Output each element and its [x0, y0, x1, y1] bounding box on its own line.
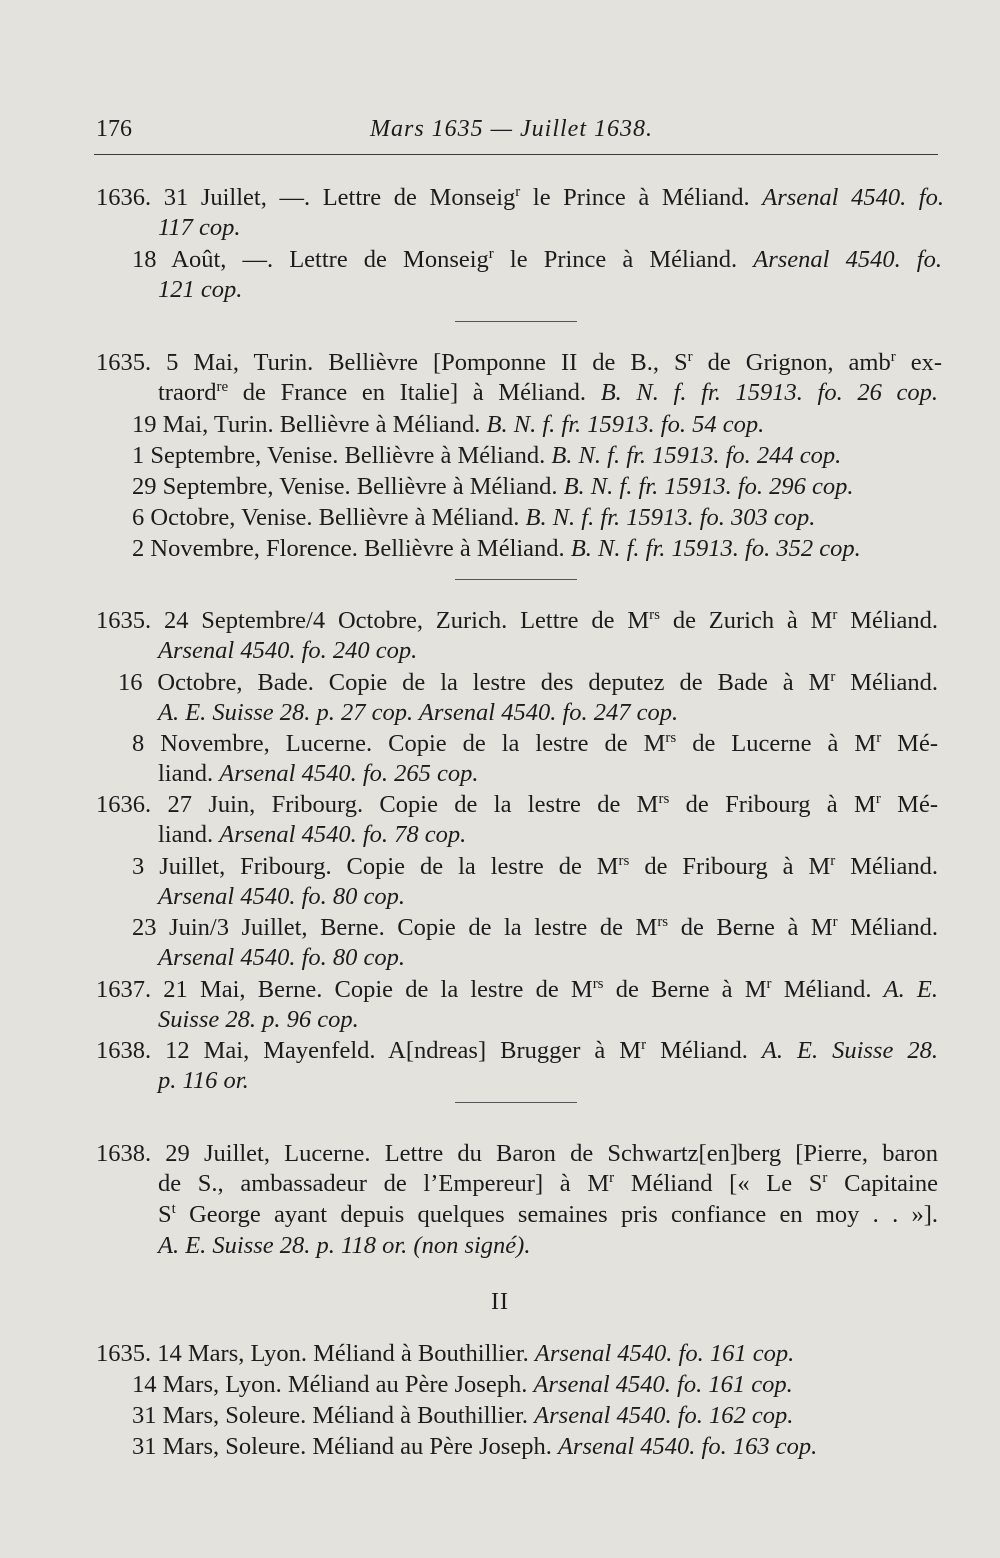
entry-line: 31 Mars, Soleure. Méliand au Père Joseph. Arsenal 4540. fo. 163 cop.: [132, 1433, 818, 1460]
entry-line: Arsenal 4540. fo. 80 cop.: [158, 883, 406, 910]
entry-line: de S., ambassadeur de l’Empereur] à $M^r$ Méliand [« Le $S^r$ Capitaine: [158, 1170, 938, 1197]
entry-line: traord$^{re}$ de France en Italie] à Méliand. B. N. f. fr. 15913. fo. 26 cop.: [158, 379, 938, 406]
entry-line: 1636. 31 Juillet, —. Lettre de Monseig$^r$ le Prince à Méliand. Arsenal 4540. fo.: [96, 184, 944, 211]
entry-line: 18 Août, —. Lettre de Monseig$^r$ le Prince à Méliand. Arsenal 4540. fo.: [132, 246, 942, 273]
entry-line: 14 Mars, Lyon. Méliand au Père Joseph. Arsenal 4540. fo. 161 cop.: [132, 1371, 793, 1398]
entry-line: Arsenal 4540. fo. 80 cop.: [158, 944, 406, 971]
entry-line: 16 Octobre, Bade. Copie de la lestre des deputez de Bade à $M^r$ Méliand.: [118, 669, 938, 696]
entry-line: 1635. 24 Septembre/4 Octobre, Zurich. Lettre de $M^{rs}$ de Zurich à $M^r$ Méliand.: [96, 607, 939, 634]
separator-rule: [455, 1102, 577, 1103]
entry-line: 2 Novembre, Florence. Bellièvre à Méliand. B. N. f. fr. 15913. fo. 352 cop.: [132, 535, 861, 562]
entry-line: 1638. 29 Juillet, Lucerne. Lettre du Baron de Schwartz[en]berg [Pierre, baron: [96, 1140, 938, 1167]
entry-line: 8 Novembre, Lucerne. Copie de la lestre de $M^{rs}$ de Lucerne à $M^r$ Mé-: [132, 730, 938, 757]
entry-line: 19 Mai, Turin. Bellièvre à Méliand. B. N. f. fr. 15913. fo. 54 cop.: [132, 411, 765, 438]
page-number: 176: [96, 116, 132, 142]
entry-line: 6 Octobre, Venise. Bellièvre à Méliand. B. N. f. fr. 15913. fo. 303 cop.: [132, 504, 816, 531]
entry-line: 1635. 14 Mars, Lyon. Méliand à Bouthillier. Arsenal 4540. fo. 161 cop.: [96, 1340, 795, 1367]
entry-line: 1636. 27 Juin, Fribourg. Copie de la lestre de $M^{rs}$ de Fribourg à $M^r$ Mé-: [96, 791, 938, 818]
entry-line: liand. Arsenal 4540. fo. 265 cop.: [158, 760, 479, 787]
entry-line: $S^t$ George ayant depuis quelques semaines pris confiance en moy . . »].: [158, 1201, 938, 1228]
separator-rule: [455, 321, 577, 322]
entry-line: 1638. 12 Mai, Mayenfeld. A[ndreas] Brugger à $M^r$ Méliand. A. E. Suisse 28.: [96, 1037, 938, 1064]
entry-line: A. E. Suisse 28. p. 118 or. (non signé).: [158, 1232, 531, 1259]
entry-line: Suisse 28. p. 96 cop.: [158, 1006, 359, 1033]
running-title: Mars 1635 — Juillet 1638.: [370, 116, 653, 142]
entry-line: 1635. 5 Mai, Turin. Bellièvre [Pomponne II de B., $S^r$ de Grignon, amb$^r$ ex-: [96, 349, 942, 376]
entry-line: liand. Arsenal 4540. fo. 78 cop.: [158, 821, 467, 848]
entry-line: 31 Mars, Soleure. Méliand à Bouthillier. Arsenal 4540. fo. 162 cop.: [132, 1402, 794, 1429]
entry-line: 121 cop.: [158, 276, 243, 303]
entry-line: Arsenal 4540. fo. 240 cop.: [158, 637, 418, 664]
entry-line: 23 Juin/3 Juillet, Berne. Copie de la lestre de $M^{rs}$ de Berne à $M^r$ Méliand.: [132, 914, 938, 941]
entry-line: 1637. 21 Mai, Berne. Copie de la lestre de $M^{rs}$ de Berne à $M^r$ Méliand. A. E.: [96, 976, 938, 1003]
section-heading: II: [491, 1289, 509, 1315]
header-rule: [94, 154, 938, 155]
entry-line: 1 Septembre, Venise. Bellièvre à Méliand. B. N. f. fr. 15913. fo. 244 cop.: [132, 442, 842, 469]
entry-line: A. E. Suisse 28. p. 27 cop. Arsenal 4540. fo. 247 cop.: [158, 699, 679, 726]
entry-line: 117 cop.: [158, 214, 241, 241]
entry-line: 3 Juillet, Fribourg. Copie de la lestre de $M^{rs}$ de Fribourg à $M^r$ Méliand.: [132, 853, 938, 880]
entry-line: p. 116 or.: [158, 1067, 249, 1094]
entry-line: 29 Septembre, Venise. Bellièvre à Méliand. B. N. f. fr. 15913. fo. 296 cop.: [132, 473, 854, 500]
separator-rule: [455, 579, 577, 580]
